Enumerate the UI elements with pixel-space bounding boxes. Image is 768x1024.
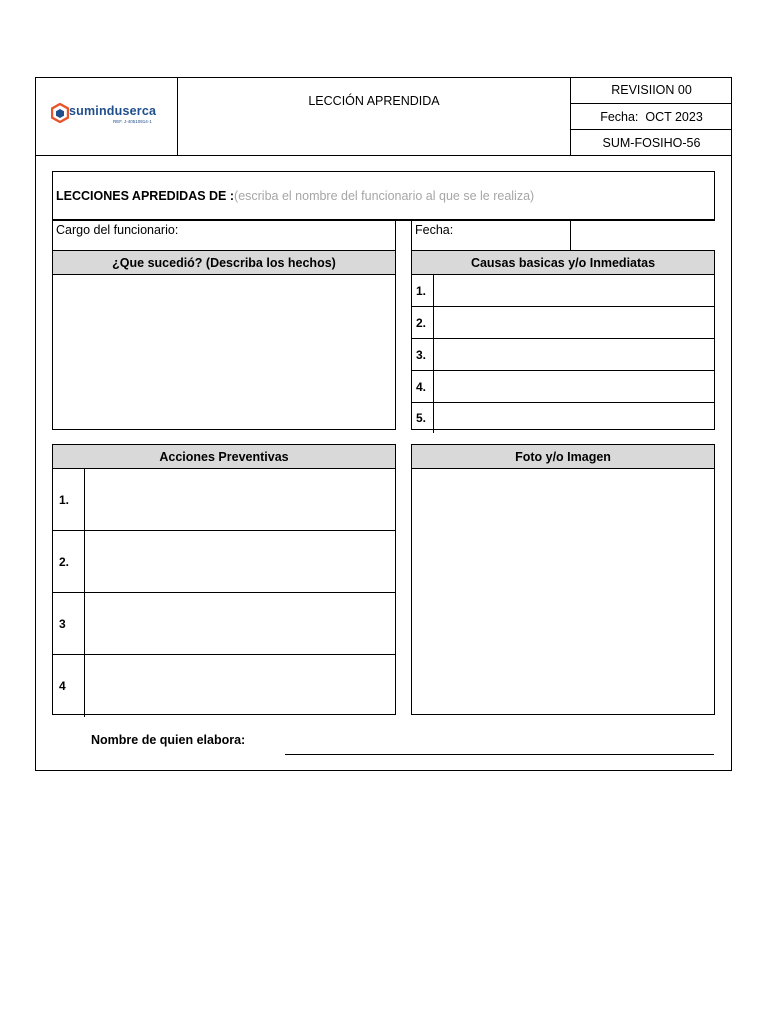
que-sucedio-input[interactable] bbox=[53, 275, 395, 428]
cargo-field[interactable] bbox=[52, 221, 396, 250]
list-item bbox=[53, 531, 395, 593]
list-item bbox=[412, 307, 714, 339]
accion-input[interactable] bbox=[85, 531, 395, 592]
accion-input[interactable] bbox=[85, 593, 395, 654]
causa-number: 2. bbox=[412, 307, 434, 338]
fecha-label: Fecha: bbox=[415, 223, 454, 237]
lecciones-hint: (escriba el nombre del funcionario al que se le realiza) bbox=[234, 188, 535, 203]
causa-input[interactable] bbox=[434, 307, 714, 338]
causa-input[interactable] bbox=[434, 339, 714, 370]
causa-input[interactable] bbox=[434, 275, 714, 306]
causa-number: 4. bbox=[412, 371, 434, 402]
list-item bbox=[53, 655, 395, 717]
que-sucedio-title: ¿Que sucedió? (Describa los hechos) bbox=[112, 255, 336, 270]
causa-number: 5. bbox=[412, 403, 434, 433]
causas-title: Causas basicas y/o Inmediatas bbox=[470, 255, 656, 270]
lecciones-field[interactable] bbox=[52, 171, 715, 221]
causas-list bbox=[412, 275, 714, 433]
causa-input[interactable] bbox=[434, 371, 714, 402]
acciones-header bbox=[53, 445, 395, 469]
accion-number: 1. bbox=[53, 469, 85, 530]
que-sucedio-box bbox=[52, 250, 396, 430]
acciones-box bbox=[52, 444, 396, 715]
foto-title: Foto y/o Imagen bbox=[515, 449, 611, 464]
revision-cell bbox=[571, 77, 732, 104]
causa-number: 1. bbox=[412, 275, 434, 306]
code-cell bbox=[571, 130, 732, 156]
accion-number: 4 bbox=[53, 655, 85, 717]
nombre-signature-line[interactable] bbox=[285, 754, 714, 755]
lecciones-label: LECCIONES APREDIDAS DE : bbox=[56, 188, 235, 203]
que-sucedio-header bbox=[53, 251, 395, 275]
list-item bbox=[412, 275, 714, 307]
foto-box bbox=[411, 444, 715, 715]
logo bbox=[51, 103, 163, 127]
foto-drop-area[interactable] bbox=[412, 469, 714, 713]
fecha-field[interactable] bbox=[411, 221, 571, 250]
causas-box bbox=[411, 250, 715, 430]
accion-input[interactable] bbox=[85, 655, 395, 717]
form-code: SUM-FOSIHO-56 bbox=[602, 135, 701, 150]
list-item bbox=[53, 469, 395, 531]
list-item bbox=[53, 593, 395, 655]
header-title-cell bbox=[178, 77, 571, 156]
cargo-label: Cargo del funcionario: bbox=[56, 223, 179, 237]
revision-label: REVISIION 00 bbox=[611, 83, 692, 97]
accion-number: 3 bbox=[53, 593, 85, 654]
logo-brand: suminduserca bbox=[69, 104, 157, 118]
header-date: Fecha: OCT 2023 bbox=[600, 109, 703, 124]
causas-header bbox=[412, 251, 714, 275]
causa-input[interactable] bbox=[434, 403, 714, 433]
accion-number: 2. bbox=[53, 531, 85, 592]
nombre-label: Nombre de quien elabora: bbox=[91, 733, 246, 747]
acciones-title: Acciones Preventivas bbox=[159, 449, 289, 464]
header-date-cell bbox=[571, 104, 732, 130]
list-item bbox=[412, 371, 714, 403]
header-logo-cell bbox=[35, 77, 178, 156]
list-item bbox=[412, 403, 714, 433]
acciones-list bbox=[53, 469, 395, 717]
page-title: LECCIÓN APRENDIDA bbox=[308, 94, 440, 108]
list-item bbox=[412, 339, 714, 371]
accion-input[interactable] bbox=[85, 469, 395, 530]
foto-header bbox=[412, 445, 714, 469]
causa-number: 3. bbox=[412, 339, 434, 370]
logo-ref: REF. J-40510914-1 bbox=[113, 119, 152, 124]
hexagon-logo-icon bbox=[51, 103, 69, 123]
